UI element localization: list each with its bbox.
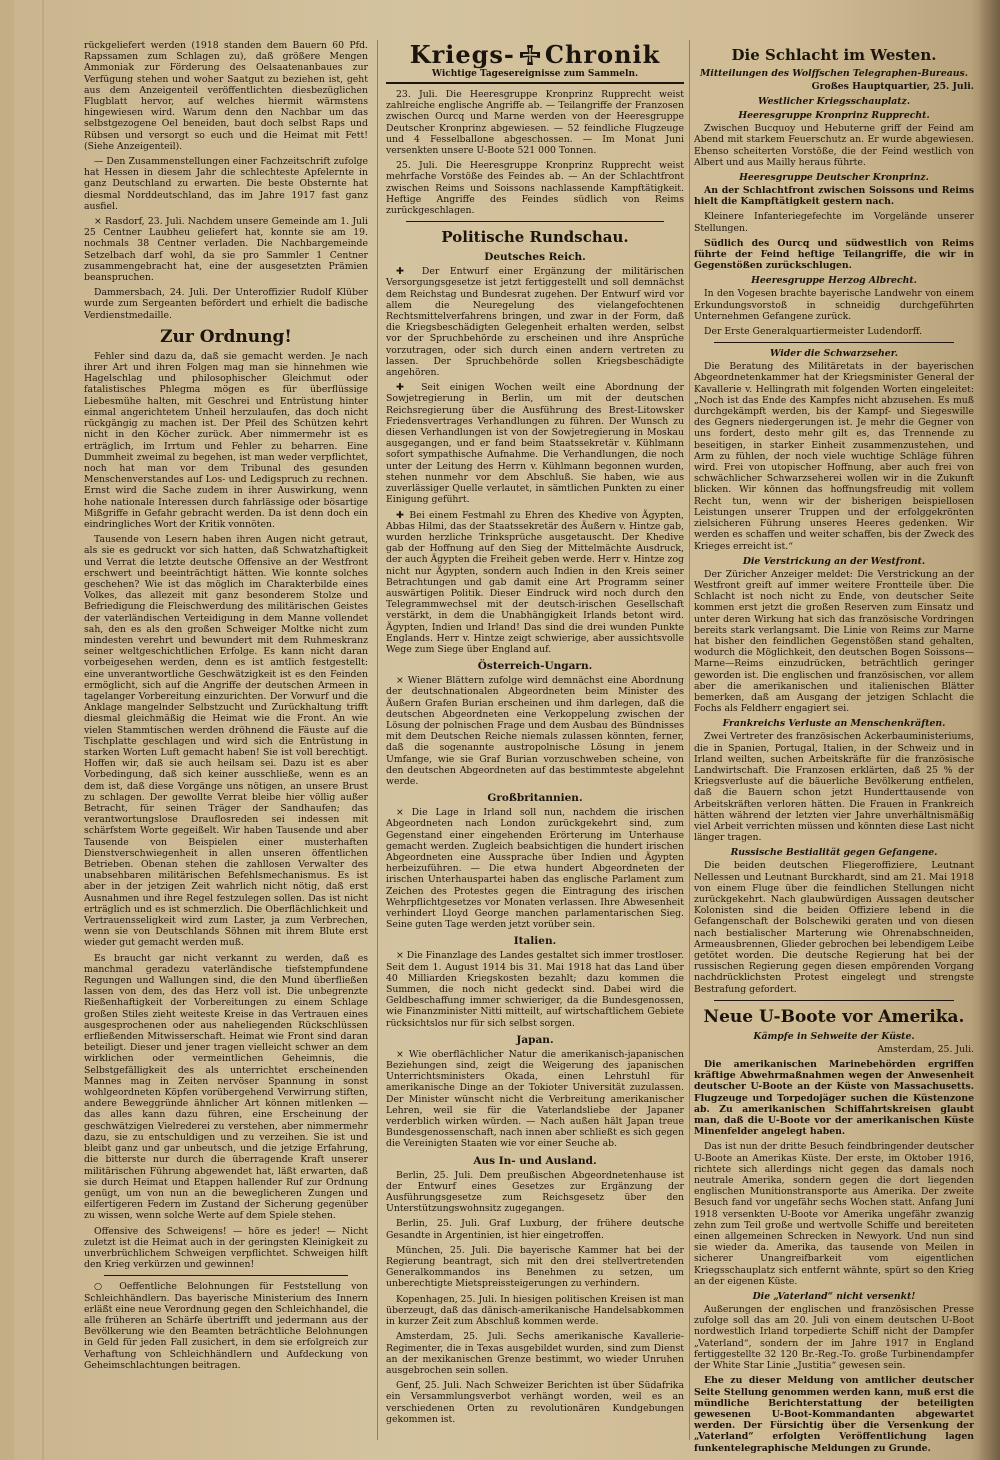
austria-item-1: × Wiener Blättern zufolge wird demnächst eine Abordnung der deutschnationalen Abgeordneten beim Minister des Äußern Grafen Burian erscheinen und ihm darlegen, daß die deutschen Abgeordneten eine Verkoppelung zwischen der Lösung der polnischen Frage und dem Ausbau des Bündnisses mit dem Deutschen Reiche niemals zulassen könnten, ferner, daß die sogenannte austropolnische Lösung in jenem Umfange, wie sie Graf Burian vorzuschweben scheine, von den deutschen Abgeordneten auf das bestimmteste abgelehnt werde. (386, 675, 684, 787)
news-genf: Genf, 25. Juli. Nach Schweizer Berichten ist über Südafrika ein Versammlungsverbot verhängt worden, weil es an verschiedenen Orten zu revolutionären Kundgebungen gekommen ist. (386, 1380, 684, 1425)
article-schleichhandel: ○ Oeffentliche Belohnungen für Feststellung von Schleichhändlern. Das bayerische Ministerium des Innern erläßt eine neue Verordnung gegen den Schleichhandel, die alle früheren an Schärfe übertrifft und jedermann aus der Bevölkerung wie den Beamten beträchtliche Belohnungen in Geld für jeden Fall zusichert, in dem sie erfolgreich zur Verhaftung von Schleichhändlern und Aufdeckung von Geheimschlachtungen beitragen. (84, 1281, 368, 1371)
ordnung-paragraph-4: Offensive des Schweigens! — höre es jeder! — Nicht zuletzt ist die Heimat auch in der geringsten Kleinigkeit zu unverbrüchlichem Schweigen verpflichtet. Schweigen hilft den Krieg verkürzen und gewinnen! (84, 1225, 368, 1271)
heading-japan: Japan. (516, 1033, 554, 1046)
masthead-title (386, 40, 684, 69)
heading-italien: Italien. (513, 935, 557, 948)
column-rule-2 (689, 40, 690, 1440)
heading-zur-ordnung: Zur Ordnung! (160, 326, 292, 347)
report-kronprinz-1: An der Schlachtfront zwischen Soissons und Reims hielt die Kampftätigkeit gestern nach. (694, 185, 974, 208)
heading-vaterland: Die „Vaterland“ nicht versenkt! (752, 1291, 916, 1303)
paper-right-edge (980, 0, 1000, 1460)
column-right (694, 40, 974, 1458)
heading-grossbritannien: Großbritannien. (487, 792, 583, 805)
divider (104, 1275, 348, 1276)
masthead-left-word: Kriegs- (409, 40, 515, 69)
u-boote-subtitle: Kämpfe in Sehweite der Küste. (753, 1030, 915, 1042)
iron-cross-icon (519, 44, 541, 66)
u-boote-dateline: Amsterdam, 25. Juli. (877, 1043, 974, 1055)
frankreich-body: Zwei Vertreter des französischen Ackerbauministeriums, die in Spanien, Portugal, Italien, in der Schweiz und in Irland weilten, suchen Arbeitskräfte für die französische Landwirtschaft. Die Franzosen erklärten, daß 25 % der Kriegsverluste auf die bäuerliche Bevölkerung entfielen, daß die Bauern schon jetzt Hunderttausende von Arbeitskräften verloren hätten. Die Frauen in Frankreich hätten während der letzten vier Jahre unverhältnismäßig viel Arbeit verrichten müssen und könnten diese Last nicht länger tragen. (694, 731, 974, 844)
masthead-right-word: Chronik (544, 40, 661, 69)
heading-in-und-ausland: Aus In- und Ausland. (473, 1154, 597, 1167)
news-amsterdam: Amsterdam, 25. Juli. Sechs amerikanische Kavallerie-Regimenter, die in Texas ausgebildet wurden, sind zum Dienst an der mexikanischen Grenze bestimmt, wo wieder Unruhen ausgebrochen sein sollen. (386, 1331, 684, 1376)
article-apple-harvest: — Den Zusammenstellungen einer Fachzeitschrift zufolge hat Hessen in diesem Jahr die schlechteste Apfelernte in ganz Deutschland zu erwarten. Die beste Obsternte hat diesmal Norddeutschland, das im Jahre 1917 fast ganz ausfiel. (84, 156, 368, 212)
japan-item-1: × Wie oberflächlicher Natur die amerikanisch-japanischen Beziehungen sind, zeigt die Weigerung des japanischen Unterrichtsministers Okada, einen Lehrstuhl für amerikanische Dinge an der Tokioter Universität zuzulassen. Der Minister wünscht nicht die Verbreitung amerikanischer Lehren, weil sie für die Vaterlandsliebe der Japaner verderblich wirken würden. — Nach außen hält Japan treue Bundesgenossenschaft, nach innen aber schließt es sich gegen die Vereinigten Staaten wie vor einer Seuche ab. (386, 1048, 684, 1150)
reich-item-2: ✚ Seit einigen Wochen weilt eine Abordnung der Sowjetregierung in Berlin, um mit der deutschen Reichsregierung über die Ausführung des Brest-Litowsker Friedensvertrages Verhandlungen zu führen. Der Wunsch zu diesen Verhandlungen ist von der Sowjetregierung in Moskau ausgegangen, und er fand beim Staatssekretär v. Kühlmann sofort sympathische Aufnahme. Die Verhandlungen, die noch unter der Leitung des Herrn v. Kühlmann begonnen wurden, stehen nunmehr vor dem Abschluß. Sie haben, wie aus zuverlässiger Quelle verlautet, in sämtlichen Punkten zu einer Einigung geführt. (386, 382, 684, 506)
heading-politische-rundschau: Politische Rundschau. (441, 228, 629, 247)
signature-ludendorff: Der Erste Generalquartiermeister Ludendorff. (704, 326, 923, 338)
reich-item-3: ✚ Bei einem Festmahl zu Ehren des Khedive von Ägypten, Abbas Hilmi, das der Staatssekretär des Äußern v. Hintze gab, wurden herzliche Trinksprüche ausgetauscht. Der Khedive gab der Hoffnung auf den Sieg der Mittelmächte Ausdruck, der auch Ägypten die Freiheit geben werde. Herr v. Hintze zog nicht nur Ägypten, sondern auch Indien in den Kreis seiner Betrachtungen und gab damit eine Art Programm seiner auswärtigen Politik. Dieser Eindruck wird noch durch den Telegrammwechsel mit der deutsch-irischen Gesellschaft verstärkt, in dem die Unabhängigkeit Irlands betont wird. Ägypten, Indien und Irland! Das sind die drei wunden Punkte Englands. Herr v. Hintze zeigt schwierige, aber aussichtsvolle Wege zum Siege über England auf. (386, 509, 684, 655)
britain-item-1: × Die Lage in Irland soll nun, nachdem die irischen Abgeordneten nach London zurückgekehrt sind, zum Gegenstand einer eingehenden Erörterung im Unterhause gemacht werden. Zugleich beabsichtigen die hundert irischen Abgeordneten eine Aussprache über Indien und Ägypten herbeizuführen. — Die etwa hundert Abgeordneten der irischen Unterhauspartei haben das englische Parlament zum Zeichen des Protestes gegen die Eintragung des irischen Wehrpflichtgesetzes vor Monaten verlassen. Ihre Abwesenheit verhindert Lloyd George manchen parlamentarischen Sieg. Seine guten Tage werden jetzt vorüber sein. (386, 807, 684, 931)
heading-herzog-albrecht: Heeresgruppe Herzog Albrecht. (751, 275, 917, 287)
heading-deutscher-kronprinz: Heeresgruppe Deutscher Kronprinz. (739, 172, 929, 184)
heading-russische-bestialitaet: Russische Bestialität gegen Gefangene. (730, 847, 938, 859)
ordnung-paragraph-3: Es braucht gar nicht verkannt zu werden, daß es manchmal geradezu vaterländische tiefstempfundene Regungen und Wallungen sind, die den Mund überfließen lassen von dem, des das Herz voll ist. Die unbegrenzte Rießenhaftigkeit der Vorbereitungen zu einem Schlage großen Stiles zieht weiteste Kreise in das Vertrauen eines ausgesprochenen oder aus naheliegenden Rückschlüssen erfließenden Mitwisserschaft. Heimat wie Front sind daran beteiligt. Dieser und jener tragen vielleicht schwer an dem wirklichen oder vermeintlichen Geheimnis, die Selbstgefälligkeit des als unterrichtet erscheinenden Mannes mag in Zeiten nervöser Spannung in sonst wohlgeordneten Köpfen vorübergehend Verwirrung stiften, andere Beweggründe ähnlicher Art können mitlenken — das alles kann dazu führen, eine Erscheinung der geschwätzigen Vielrederei zu verstehen, aber nimmermehr dazu, sie zu entschuldigen und zu verzeihen. Sie ist und bleibt ganz und gar unbeutsch, und die jetzige Erfahrung, die bitterste nur durch die überragende Kraft unserer militärischen Führung abgewendet hat, läßt erwarten, daß sie durch Heimat und Etappen hallender Ruf zur Ordnung genügt, um von nun an die beweglicheren Zungen und eilfertigeren Federn im Zustand der Sicherung gegenüber zu wissen, wenn solche Werte auf dem Spiele stehen. (84, 952, 368, 1222)
fold-stripe (42, 0, 44, 1460)
heading-neue-u-boote: Neue U-Boote vor Amerika. (703, 1006, 965, 1027)
news-berlin-2: Berlin, 25. Juli. Graf Luxburg, der frühere deutsche Gesandte in Argentinien, ist hier eingetroffen. (386, 1218, 684, 1241)
hauptquartier-dateline: Großes Hauptquartier, 25. Juli. (811, 81, 974, 92)
u-boote-body-1: Die amerikanischen Marinebehörden ergriffen kräftige Abwehrmaßnahmen wegen der Anwesenheit deutscher U-Boote an der Küste von Massachusetts. Flugzeuge und Torpedojäger suchen die Küstenzone ab. Zu amerikanischen Schiffahrtskreisen glaubt man, daß die U-Boote vor der amerikanischen Küste Minenfelder angelegt haben. (694, 1059, 974, 1138)
ordnung-paragraph-1: Fehler sind dazu da, daß sie gemacht werden. Je nach ihrer Art und ihren Folgen mag man sie hinnehmen wie Hagelschlag und philosophischer Gleichmut oder fatalistisches Phlegma mögen es für überflüssige Liebesmühe halten, mit Geschrei und Entrüstung hinter einmal angerichtetem Unheil herzulaufen, das doch nicht rückgängig zu machen ist. Der Pfeil des Schützen kehrt nicht in den Köcher zurück. Aber nimmermehr ist es erträglich, im Irrtum und Fehler zu beharren. Eine Dummheit zweimal zu begehen, ist man weder verpflichtet, noch hat man vor dem Tribunal des gesunden Menschenverstandes auf Los- und Ledigspruch zu rechnen. Ernst wird die Sache zudem in ihrer Auswirkung, wenn hohe nationale Interessen durch fahrlässige oder bösartige Mißgriffe in Gefahr gebracht werden. Da ist denn doch ein eindringliches Wort der Kritik vonnöten. (84, 350, 368, 530)
heading-kronprinz-rupprecht: Heeresgruppe Kronprinz Rupprecht. (738, 110, 930, 122)
u-boote-body-2: Das ist nun der dritte Besuch feindbringender deutscher U-Boote an Amerikas Küste. Der erste, im Oktober 1916, richtete sich allerdings nicht gegen das damals noch neutrale Amerika, sondern gegen die dort liegenden englischen Munitionstransporte aus Amerika. Der zweite Besuch fand vor ungefähr sechs Wochen statt. Anfang Juni 1918 versenkten U-Boote vor Amerika ungefähr zwanzig zehn zum Teil große und wertvolle Schiffe und bereiteten einen allgemeinen Schrecken in Newyork. Und nun sind sie wieder da. Amerika, das tausende von Meilen in sicherer Unangreifbarkeit vom eigentlichen Kriegsschauplatz sich entfernt wähnte, spürt so den Krieg an der eigenen Küste. (694, 1141, 974, 1287)
paper-left-margin (0, 0, 14, 1460)
schwarzseher-body: Die Beratung des Militäretats in der bayerischen Abgeordnetenkammer hat der Kriegsminister General der Kavallerie v. Hellingrath mit folgenden Worten eingeleitet: „Noch ist das Ende des Kampfes nicht abzusehen. Es muß durchgekämpft werden, bis der Kampf- und Siegeswille des Gegners niedergerungen ist. Je mehr die Gegner von uns fordert, desto mehr gilt es, das Trennende zu beseitigen, in starker Einheit zusammenzustehen, und Arm zu fühlen, der noch viele wuchtige Schläge führen wird. Frei von utopischer Hoffnung, aber auch frei von schwächlicher Schwarzseherei wollen wir in die Zukunft blicken. Wir können das hoffnungsfreudig mit vollem Recht tun, wenn wir der bisherigen beispiellosen Leistungen unserer Truppen und der erfolggekrönten zielsicheren Führung unseres Heeres gedenken. Wir werden es schaffen und weiter schaffen, bis der Zweck des Krieges erreicht ist.“ (694, 361, 974, 552)
heading-oesterreich-ungarn: Österreich-Ungarn. (477, 660, 593, 673)
article-rasdorf: × Rasdorf, 23. Juli. Nachdem unsere Gemeinde am 1. Juli 25 Centner Laubheu geliefert hat, konnte sie am 19. nochmals 38 Centner verladen. Die Nachbargemeinde Setzelbach darf wohl, da sie pro Sammler 1 Centner zusammengebracht hat, eine der ausgesetzten Prämien beanspruchen. (84, 216, 368, 284)
report-kronprinz-3: Südlich des Ourcq und südwestlich von Reims führte der Feind heftige Teilangriffe, die wir in Gegenstößen zurückschlugen. (694, 237, 974, 272)
divider (714, 342, 954, 343)
russland-body: Die beiden deutschen Fliegeroffiziere, Leutnant Nellessen und Leutnant Burckhardt, sind am 21. Mai 1918 von einem Fluge über die feindlichen Stellungen nicht zurückgekehrt. Nach glaubwürdigen Aussagen deutscher Kolonisten sind die beiden Offiziere lebend in die Gefangenschaft der Bolschewiki geraten und von diesen nach bestialischer Marterung wie Ohrenabschneiden, Armeausbrennen, Glieder gebrochen bei lebendigem Leibe getötet worden. Die deutsche Regierung hat bei der russischen Regierung gegen diesen empörenden Vorgang nachdrücklichsten Protest eingelegt und strengste Bestrafung gefordert. (694, 860, 974, 995)
column-left (84, 40, 368, 1375)
vaterland-body-1: Außerungen der englischen und französischen Presse zufolge soll das am 20. Juli von einem deutschen U-Boot nordwestlich Irland torpedierte Schiff nicht der Dampfer „Vaterland“, sondern der im Jahre 1917 in England fertiggestellte 32 120 Br.-Reg.-To. große Turbinendampfer der White Star Linie „Justitia“ gewesen sein. (694, 1304, 974, 1372)
column-middle (386, 40, 684, 1429)
heading-schlacht-im-westen: Die Schlacht im Westen. (731, 46, 937, 64)
heading-verstrickung-westfront: Die Verstrickung an der Westfront. (742, 555, 926, 567)
ordnung-paragraph-2: Tausende von Lesern haben ihren Augen nicht getraut, als sie es gedruckt vor sich hatten, daß Schwatzhaftigkeit und Verrat die letzte deutsche Offensive an der Westfront erschwert und beeinträchtigt hätten. Wie konnte solches geschehen? Wie ist das möglich im Charakterbilde eines Volkes, das allezeit mit ganz besonderem Stolze und Befriedigung die Fleischwerdung des militärischen Geistes der vaterländischen Verteidigung in dem Manne vollendet sah, den es als den großen Schweiger Moltke nicht zum mindesten verehrt und bewundert mit dem Ruhmeskranz seiner weltgeschichtlichen Erfolge. Es kann nicht daran vorbeigesehen werden, denn es ist amtlich festgestellt: eine unverantwortliche Geschwätzigkeit ist es den Feinden ermöglicht, sich auf die Angriffe der deutschen Armeen in tagelanger Vorbereitung einzurichten. Der Vorwurf und die Anklage mangelnder Selbstzucht und Zurückhaltung trifft diesmal gleichmäßig die Heimat wie die Front. An wie vielen Stammtischen werden dröhnend die Fäuste auf die Tischplatte geschlagen und wird sich die Entrüstung in starken Worten Luft gemacht haben! Sie ist voll berechtigt. Hoffen wir, daß sie auch heilsam sei. Dazu ist es aber Vorbedingung, daß sich keiner ausschließe, wenn es an dem ist, daß diese Vorgänge uns nötigen, an unsere Brust zu schlagen. Der gewollte Verrat bleibe hier völlig außer Betracht, für seinen Träger der Sandhaufen; das verantwortungslose Drauflosreden sei indessen mit schärfstem Worte gegeißelt. Wir haben Tausende und aber Tausende von Beispielen einer musterhaften Dienstverschwiegenheit in allen unseren öffentlichen Betrieben. Obenan stehen die zahllosen Verwalter des unabsehbaren militärischen Befehlsmechanismus. Es ist aber in der jetzigen Zeit wahrlich nicht nötig, daß erst Ausnahmen und ihre Regel festzulegen sollen. Das ist nicht erträglich und es ist schmerzlich. Die Oberflächlichkeit und Vertrauensseligkeit wird zum Laster, ja zum Verbrechen, wenn sie von Deutschlands Söhnen mit ihrem Blute erst wieder gut gemacht werden muß. (84, 534, 368, 949)
heading-wider-die-schwarzseher: Wider die Schwarzseher. (770, 348, 898, 360)
news-berlin-1: Berlin, 25. Juli. Dem preußischen Abgeordnetenhause ist der Entwurf eines Gesetzes zur Ergänzung der Ausführungsgesetze zum Reichsgesetz über den Unterstützungswohnsitz zugegangen. (386, 1169, 684, 1215)
divider (406, 221, 664, 222)
verstrickung-body: Der Züricher Anzeiger meldet: Die Verstrickung an der Westfront greift auf immer weitere Frontteile über. Die Schlacht ist noch nicht zu Ende, von deutscher Seite kommen erst jetzt die großen Reserven zum Einsatz und unter deren Wirkung hat sich das französische Vordringen bereits stark verlangsamt. Die Linie von Reims zur Marne hat bisher den feindlichen Gegenstößen stand gehalten, wodurch die Möglichkeit, den deutschen Bogen Soissons—Marne—Reims einzudrücken, beträchtlich geringer geworden ist. Die englischen und französischen, vor allem aber die amerikanischen und italienischen Blätter bemerken, daß am Ausgang der jetzigen Schlacht die Fochs als Feldherr engagiert sei. (694, 568, 974, 715)
article-rapeseed: rückgeliefert werden (1918 standen dem Bauern 60 Pfd. Rapssamen zum Schlagen zu), daß größere Mengen Ammoniak zur Förderung des Oelsaatenanbaues zur Verfügung stehen und woher Saatgut zu beziehen ist, geht aus dem Anzeigenteil veröffentlichten diesbezüglichen Flugblatt hervor, auf welches hiermit wärmstens hingewiesen wird. Warum denn den Nachbar um das selbstgezogene Oel beneiden, baut doch selbst Raps und Rübsen und versorgt so euch und die Heimat mit Fett! (Siehe Anzeigenteil). (84, 40, 368, 152)
reich-item-1: ✚ Der Entwurf einer Ergänzung der militärischen Versorgungsgesetze ist jetzt fertiggestellt und soll demnächst dem Reichstag und Bundesrat zugehen. Der Entwurf wird vor allem die Neuregelung des vielangefochtenen Rechtsmittelverfahrens bringen, und zwar in der Form, daß die Kriegsbeschädigten Gelegenheit erhalten werden, selbst vor der Spruchbehörde zu erscheinen und ihre Ansprüche vorzutragen, oder sich durch einen andern vertreten zu lassen. Der Spruchbehörde sollen Kriegsbeschädigte angehören. (386, 266, 684, 379)
news-muenchen: München, 25. Juli. Die bayerische Kammer hat bei der Regierung beantragt, sich mit den drei stellvertretenden Generalkommandos ins Benehmen zu setzen, um unberechtigte Mietspreissteigerungen zu verhindern. (386, 1244, 684, 1290)
masthead-subtitle: Wichtige Tagesereignisse zum Sammeln. (431, 69, 639, 79)
report-kronprinz-2: Kleinere Infanteriegefechte im Vorgelände unserer Stellungen. (694, 211, 974, 234)
wolff-subtitle: Mitteilungen des Wolffschen Telegraphen-Bureaus. (700, 68, 968, 79)
divider (714, 1000, 954, 1001)
heading-frankreichs-verluste: Frankreichs Verluste an Menschenkräften. (722, 718, 946, 730)
news-kopenhagen: Kopenhagen, 25. Juli. In hiesigen politischen Kreisen ist man überzeugt, daß das dänisch-amerikanische Handelsabkommen in kurzer Zeit zum Abschluß kommen werde. (386, 1293, 684, 1328)
column-rule-1 (377, 40, 378, 1440)
vaterland-body-2: Ehe zu dieser Meldung von amtlicher deutscher Seite Stellung genommen werden kann, muß erst die mündliche Berichterstattung der beteiligten gewesenen U-Boot-Kommandanten abgewartet werden. Der Fürsichtig über die Versenkung der „Vaterland“ erfolgten Veröffentlichung lagen funkentelegraphische Meldungen zu Grunde. (694, 1375, 974, 1454)
article-dammersbach: Dammersbach, 24. Juli. Der Unteroffizier Rudolf Klüber wurde zum Sergeanten befördert und erhielt die badische Verdienstmedaille. (84, 287, 368, 321)
italy-item-1: × Die Finanzlage des Landes gestaltet sich immer trostloser. Seit dem 1. August 1914 bis 31. Mai 1918 hat das Land über 40 Milliarden Kriegskosten bezahlt; dazu kommen die Summen, die noch nicht gedeckt sind. Dabei wird die Geldbeschaffung immer schwieriger, da die Bundesgenossen, wie Finanzminister Nitti mitteilt, auf wirtschaftlichem Gebiete rücksichtslos nur für sich selbst sorgen. (386, 950, 684, 1029)
chronik-entry-23-juli: 23. Juli. Die Heeresgruppe Kronprinz Rupprecht weist zahlreiche englische Angriffe ab. — Teilangriffe der Franzosen zwischen Ourcq und Marne werden von der Heeresgruppe Deutscher Kronprinz abgewiesen. — 52 feindliche Flugzeuge und 4 Fesselballone abgeschossen. — Im Monat Juni versenkten unsere U-Boote 521 000 Tonnen. (386, 89, 684, 157)
report-rupprecht: Zwischen Bucquoy und Hebuterne griff der Feind am Abend mit starkem Feuerschutz an. Er wurde abgewiesen. Ebenso scheiterten Vorstöße, die der Feind westlich von Albert und aus Mailly heraus führte. (694, 123, 974, 168)
heading-westlicher-kriegsschauplatz: Westlicher Kriegsschauplatz. (757, 96, 911, 108)
report-albrecht: In den Vogesen brachte bayerische Landwehr von einem Erkundungsvorstoß in schneidig durchgeführten Unternehmen Gefangene zurück. (694, 288, 974, 322)
heading-deutsches-reich: Deutsches Reich. (484, 251, 586, 264)
chronik-entry-25-juli: 25. Juli. Die Heeresgruppe Kronprinz Rupprecht weist mehrfache Vorstöße des Feindes ab. — An der Schlachtfront zwischen Reims und Soissons nachlassende Kampftätigkeit. Heftige Angriffe des Feindes südlich von Reims zurückgeschlagen. (386, 160, 684, 217)
kriegs-chronik-masthead (386, 40, 684, 84)
